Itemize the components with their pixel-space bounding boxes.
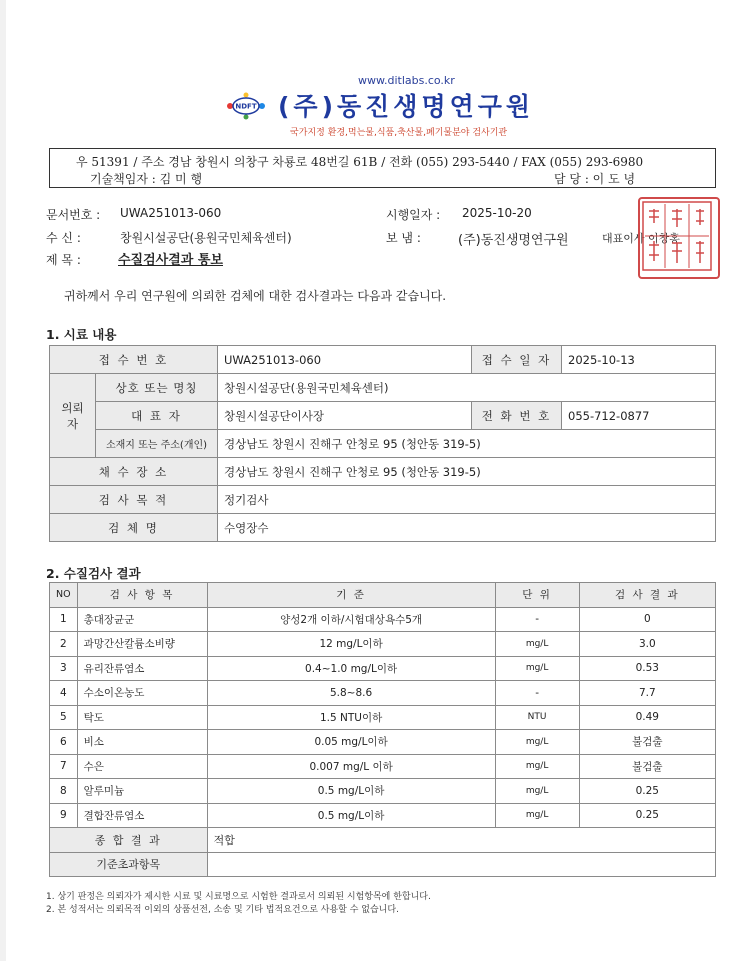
header-unit: 단 위	[495, 583, 579, 608]
row-standard: 12 mg/L이하	[207, 632, 495, 657]
results-header-row	[50, 583, 716, 608]
sample-info-table	[49, 345, 716, 542]
official-seal-icon	[638, 197, 720, 279]
receipt-date: 2025-10-13	[562, 346, 716, 374]
row-no: 9	[50, 803, 78, 828]
table-row	[50, 632, 716, 657]
phone-label: 전 화 번 호	[472, 402, 562, 430]
row-result: 0.53	[579, 656, 715, 681]
subject: 수질검사결과 통보	[118, 253, 223, 268]
company-logo-icon	[224, 92, 268, 120]
row-no: 6	[50, 730, 78, 755]
logo-text: NDFT	[235, 102, 257, 111]
row-standard: 5.8~8.6	[207, 681, 495, 706]
row-no: 3	[50, 656, 78, 681]
row-result: 0.49	[579, 705, 715, 730]
row-result: 3.0	[579, 632, 715, 657]
row-no: 5	[50, 705, 78, 730]
client-label: 의뢰자	[50, 374, 96, 458]
row-item: 결합잔류염소	[77, 803, 207, 828]
row-result: 0.25	[579, 779, 715, 804]
row-unit: mg/L	[495, 656, 579, 681]
table-row	[50, 803, 716, 828]
row-standard: 0.5 mg/L이하	[207, 803, 495, 828]
row-item: 과망간산칼륨소비량	[77, 632, 207, 657]
row-unit: mg/L	[495, 754, 579, 779]
sender: (주)동진생명연구원	[458, 233, 569, 248]
row-standard: 0.05 mg/L이하	[207, 730, 495, 755]
row-result: 0	[579, 607, 715, 632]
overall-label: 종 합 결 과	[50, 828, 208, 853]
footnote-2: 2. 본 성적서는 의뢰목적 이외의 상품선전, 소송 및 기타 법적요건으로 사용할 수 없습니다.	[46, 905, 399, 915]
doc-no: UWA251013-060	[120, 206, 222, 220]
table-row	[50, 779, 716, 804]
row-result: 불검출	[579, 754, 715, 779]
ceo-name: 대표이사 이창홍	[602, 232, 680, 245]
address-line: 우 51391 / 주소 경남 창원시 의창구 차룡로 48번길 61B / 전화 (055) 293-5440 / FAX (055) 293-6980	[76, 155, 644, 169]
representative: 창원시설공단이사장	[218, 402, 472, 430]
table-row	[50, 681, 716, 706]
table-row	[50, 656, 716, 681]
overall-result: 적합	[207, 828, 715, 853]
row-item: 수은	[77, 754, 207, 779]
row-standard: 1.5 NTU이하	[207, 705, 495, 730]
row-unit: -	[495, 607, 579, 632]
exceed-items	[207, 852, 715, 877]
client-name-label: 상호 또는 명칭	[96, 374, 218, 402]
row-standard: 0.007 mg/L 이하	[207, 754, 495, 779]
table-row	[50, 730, 716, 755]
purpose: 정기검사	[218, 486, 716, 514]
row-result: 0.25	[579, 803, 715, 828]
row-no: 7	[50, 754, 78, 779]
header-result: 검 사 결 과	[579, 583, 715, 608]
specimen-name: 수영장수	[218, 514, 716, 542]
client-address-label: 소재지 또는 주소(개인)	[96, 430, 218, 458]
intro-text: 귀하께서 우리 연구원에 의뢰한 검체에 대한 검사결과는 다음과 같습니다.	[64, 289, 447, 303]
table-row	[50, 754, 716, 779]
header-standard: 기 준	[207, 583, 495, 608]
tech-manager: 기술책임자 : 김 미 행	[90, 172, 203, 186]
doc-no-label: 문서번호 :	[46, 208, 101, 222]
representative-label: 대 표 자	[96, 402, 218, 430]
row-standard: 0.4~1.0 mg/L이하	[207, 656, 495, 681]
row-unit: mg/L	[495, 803, 579, 828]
website-url[interactable]: www.ditlabs.co.kr	[358, 74, 455, 87]
row-no: 1	[50, 607, 78, 632]
row-item: 유리잔류염소	[77, 656, 207, 681]
row-unit: mg/L	[495, 779, 579, 804]
sampling-place: 경상남도 창원시 진해구 안청로 95 (청안동 319-5)	[218, 458, 716, 486]
row-unit: mg/L	[495, 632, 579, 657]
row-unit: mg/L	[495, 730, 579, 755]
row-item: 비소	[77, 730, 207, 755]
row-item: 알루미늄	[77, 779, 207, 804]
subject-label: 제 목 :	[46, 253, 81, 267]
receipt-date-label: 접 수 일 자	[472, 346, 562, 374]
row-unit: -	[495, 681, 579, 706]
purpose-label: 검 사 목 적	[50, 486, 218, 514]
results-table	[49, 582, 716, 877]
recipient: 창원시설공단(용원국민체육센터)	[120, 231, 292, 245]
document-page	[6, 0, 748, 961]
row-unit: NTU	[495, 705, 579, 730]
company-name: (주)동진생명연구원	[278, 92, 535, 121]
sampling-place-label: 채 수 장 소	[50, 458, 218, 486]
issue-date: 2025-10-20	[462, 206, 532, 220]
company-subtitle: 국가지정 환경,먹는물,식품,축산물,폐기물분야 검사기관	[290, 128, 508, 138]
row-result: 7.7	[579, 681, 715, 706]
table-row	[50, 607, 716, 632]
row-item: 총대장균군	[77, 607, 207, 632]
issue-date-label: 시행일자 :	[386, 208, 441, 222]
exceed-label: 기준초과항목	[50, 852, 208, 877]
section1-title: 1. 시료 내용	[46, 327, 117, 342]
phone-number: 055-712-0877	[562, 402, 716, 430]
footnote-1: 1. 상기 판정은 의뢰자가 제시한 시료 및 시료명으로 시험한 결과로서 의뢰된 시험항목에 한합니다.	[46, 892, 431, 902]
section2-title: 2. 수질검사 결과	[46, 566, 141, 581]
overall-row	[50, 828, 716, 853]
receipt-no-label: 접 수 번 호	[50, 346, 218, 374]
receipt-no: UWA251013-060	[218, 346, 472, 374]
row-standard: 0.5 mg/L이하	[207, 779, 495, 804]
row-item: 수소이온농도	[77, 681, 207, 706]
row-standard: 양성2개 이하/시험대상욕수5개	[207, 607, 495, 632]
exceed-row	[50, 852, 716, 877]
header-no: NO	[50, 583, 78, 608]
client-name: 창원시설공단(용원국민체육센터)	[218, 374, 716, 402]
person-in-charge: 담 당 : 이 도 녕	[554, 172, 636, 186]
row-no: 2	[50, 632, 78, 657]
specimen-label: 검 체 명	[50, 514, 218, 542]
recipient-label: 수 신 :	[46, 231, 81, 245]
row-item: 탁도	[77, 705, 207, 730]
row-no: 8	[50, 779, 78, 804]
row-no: 4	[50, 681, 78, 706]
row-result: 불검출	[579, 730, 715, 755]
sender-label: 보 냄 :	[386, 231, 421, 245]
client-address: 경상남도 창원시 진해구 안청로 95 (청안동 319-5)	[218, 430, 716, 458]
header-item: 검 사 항 목	[77, 583, 207, 608]
table-row	[50, 705, 716, 730]
address-box	[49, 148, 716, 188]
